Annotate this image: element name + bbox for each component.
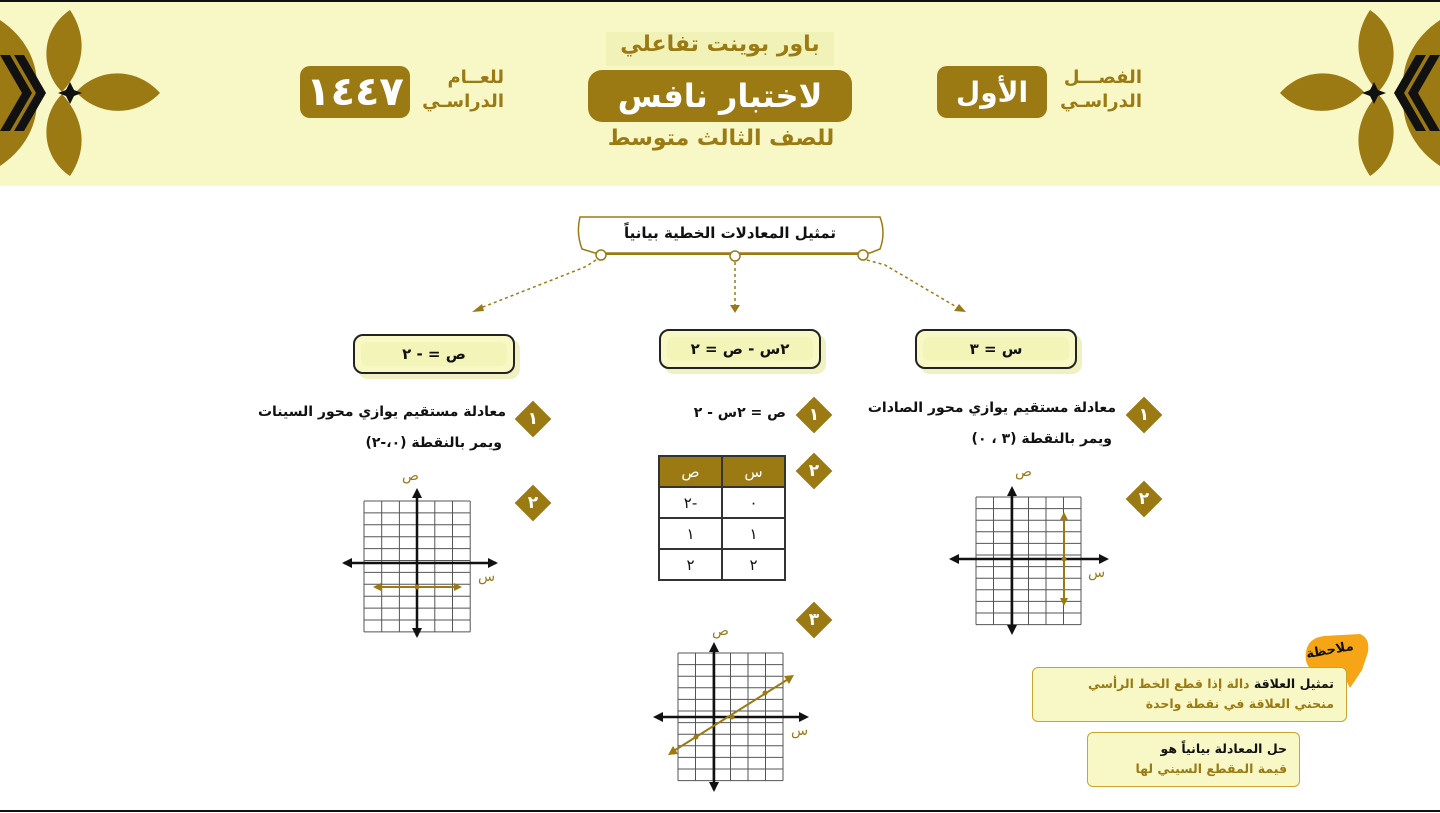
middle-graph-y-label: ص (712, 623, 729, 639)
left-equation: ص = - ٢ (361, 342, 507, 366)
semester-value-box (937, 66, 1047, 118)
semester-label (1050, 66, 1142, 114)
left-equation-box (353, 334, 515, 374)
left-step1-badge (514, 400, 552, 438)
leaf-ornament-left-icon (0, 0, 170, 186)
year-label-line2: الدراسـي (422, 91, 504, 112)
main-title: لاختبار نافس (617, 77, 823, 115)
note2-part-a: حل المعادلة بيانياً هو (1160, 741, 1287, 756)
table-cell: ٢ (659, 549, 722, 580)
right-step1-line1: معادلة مستقيم يوازي محور الصادات (867, 400, 1116, 416)
table-cell: ٢ (722, 549, 785, 580)
middle-equation-box (659, 329, 821, 369)
left-step1-line1: معادلة مستقيم يوازي محور السينات (257, 404, 506, 420)
right-graph-x-label: س (1088, 565, 1106, 581)
note1-part-c: منحني العلاقة في نقطة واحدة (1145, 696, 1334, 711)
top-line: باور بوينت تفاعلي (606, 32, 834, 66)
left-graph (340, 470, 510, 642)
left-graph-x-label: س (478, 569, 496, 585)
middle-step2-badge (795, 452, 833, 490)
semester-value: الأول (955, 75, 1029, 109)
note-card-2 (1087, 732, 1300, 787)
table-row (659, 487, 785, 518)
table-cell: ١ (659, 518, 722, 549)
topic-title: تمثيل المعادلات الخطية بيانياً (623, 224, 837, 242)
middle-graph (650, 640, 820, 795)
year-label-line1: للعــام (447, 67, 504, 88)
left-step2-number: ٢ (527, 493, 539, 513)
note2-part-b: قيمة المقطع السيني لها (1135, 761, 1287, 776)
middle-graph-x-label: س (791, 723, 809, 739)
year-value: ١٤٤٧ (306, 69, 404, 115)
middle-step1-text: ص = ٢س - ٢ (693, 405, 786, 421)
middle-step3-badge (795, 601, 833, 639)
left-graph-y-label: ص (402, 468, 419, 484)
note1-part-b: دالة إذا قطع الخط الرأسي (1087, 676, 1250, 691)
year-label (414, 66, 504, 114)
right-step1-line2: ويمر بالنقطة (٣ ، ٠) (971, 431, 1112, 447)
table-row (659, 518, 785, 549)
right-equation-box (915, 329, 1077, 369)
table-cell: ٠ (722, 487, 785, 518)
table-header-row (659, 456, 785, 487)
middle-step1-number: ١ (808, 405, 820, 425)
middle-step1-badge (795, 396, 833, 434)
table-row (659, 549, 785, 580)
table-header-y: ص (659, 456, 722, 487)
grade-line: للصف الثالث متوسط (607, 126, 835, 151)
middle-step3-number: ٣ (808, 610, 820, 630)
values-table (658, 455, 786, 581)
bottom-rule (0, 810, 1440, 812)
semester-label-line1: الفصـــل (1063, 67, 1142, 88)
right-equation: س = ٣ (923, 337, 1069, 361)
note-card-1 (1032, 667, 1347, 722)
table-header-x: س (722, 456, 785, 487)
table-cell: -٢ (659, 487, 722, 518)
note1-part-a: تمثيل العلاقة (1253, 676, 1334, 691)
semester-label-line2: الدراسـي (1060, 91, 1142, 112)
note-badge-label: ملاحظة (1305, 638, 1355, 663)
middle-equation: ٢س - ص = ٢ (667, 337, 813, 361)
right-graph (946, 480, 1116, 640)
leaf-ornament-right-icon (1270, 0, 1440, 186)
right-step1-badge (1125, 396, 1163, 434)
right-step1-number: ١ (1138, 405, 1150, 425)
table-cell: ١ (722, 518, 785, 549)
right-step2-number: ٢ (1138, 489, 1150, 509)
right-graph-y-label: ص (1015, 464, 1032, 480)
middle-step2-number: ٢ (808, 461, 820, 481)
main-title-box (588, 70, 852, 122)
right-step2-badge (1125, 480, 1163, 518)
left-step1-number: ١ (527, 409, 539, 429)
year-value-box (300, 66, 410, 118)
left-step2-badge (514, 484, 552, 522)
left-step1-line2: ويمر بالنقطة (٠،-٢) (365, 435, 502, 451)
